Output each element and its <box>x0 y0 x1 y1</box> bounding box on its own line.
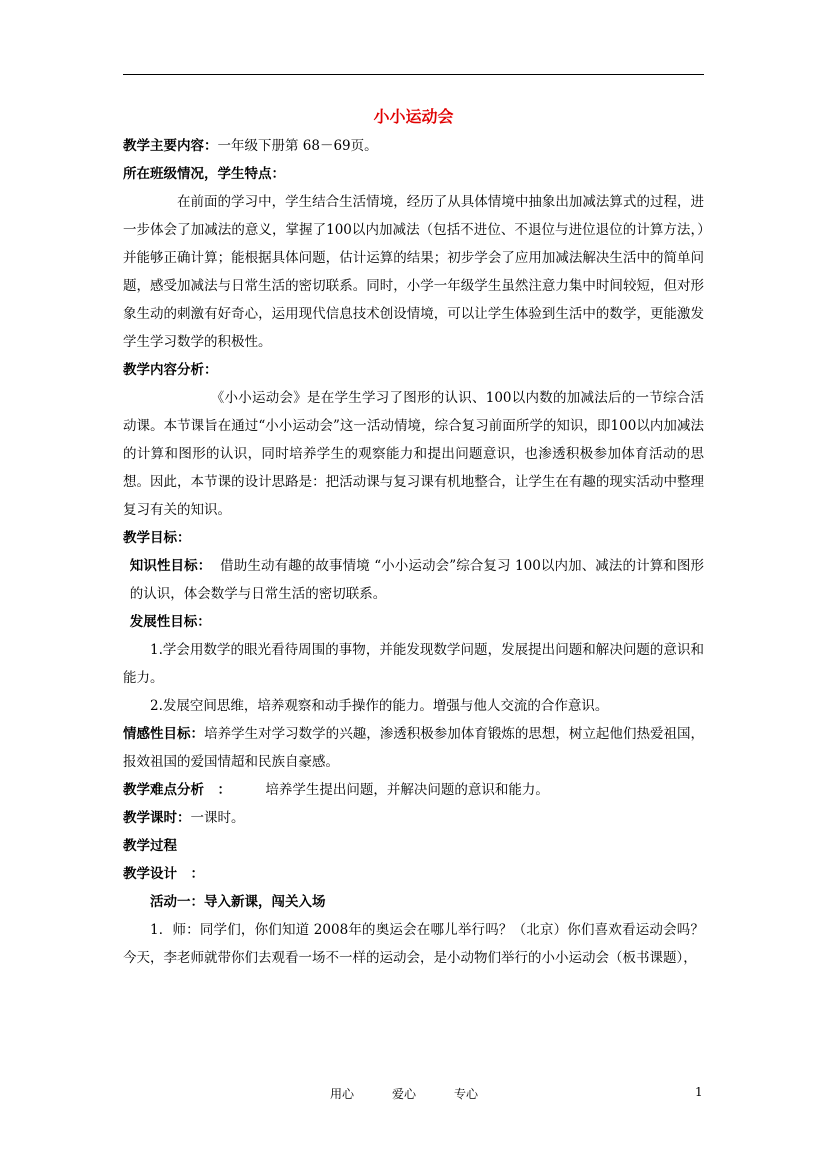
footer-word-1: 用心 <box>330 1087 355 1101</box>
content-analysis-heading: 教学内容分析： <box>123 362 218 378</box>
header-rule <box>123 74 704 75</box>
emotional-goal-paragraph <box>123 720 704 776</box>
page-title: 小小运动会 <box>373 107 454 126</box>
content-analysis-paragraph: 《小小运动会》是在学生学习了图形的认识、100以内数的加减法后的一节综合活动课。本节课旨在通过“小小运动会”这一活动情境，综合复习前面所学的知识，即100以内加减法的计算和图形的认识，同时培养学生的观察能力和提出问题意识，也渗透积极参加体育活动的思想。因此，本节课的设计思路是：把活动课与复习课有机地整合，让学生在有趣的现实活动中整理复习有关的知识。 <box>123 390 704 518</box>
activity-one-paragraph: 1．师：同学们，你们知道 2008年的奥运会在哪儿举行吗？（北京）你们喜欢看运动会吗？今天，李老师就带你们去观看一场不一样的运动会，是小动物们举行的小小运动会（板书课题）， <box>123 922 704 966</box>
lesson-hours-label: 教学课时： <box>123 810 191 826</box>
teaching-design-heading: 教学设计 ： <box>123 866 204 882</box>
footer-word-3: 专心 <box>454 1087 479 1101</box>
difficulty-line <box>123 776 704 804</box>
development-goal-item-2: 2.发展空间思维，培养观察和动手操作的能力。增强与他人交流的合作意识。 <box>150 698 609 714</box>
development-goal-item-1: 1.学会用数学的眼光看待周围的事物，并能发现数学问题，发展提出问题和解决问题的意识和能力。 <box>123 642 704 686</box>
emotional-goal-text: 培养学生对学习数学的兴趣，渗透积极参加体育锻炼的思想，树立起他们热爱祖国，报效祖国的爱国情超和民族自豪感。 <box>123 726 705 770</box>
knowledge-goal-paragraph <box>123 552 704 608</box>
difficulty-text: 培养学生提出问题，并解决问题的意识和能力。 <box>265 782 549 798</box>
main-content-line <box>123 132 704 160</box>
footer-word-2: 爱心 <box>392 1087 417 1101</box>
main-content-label: 教学主要内容： <box>123 138 218 154</box>
footer-motto <box>330 1085 516 1102</box>
teaching-goals-heading: 教学目标： <box>123 530 191 546</box>
knowledge-goal-text: 借助生动有趣的故事情境 “小小运动会”综合复习 100以内加、减法的计算和图形的认识，体会数学与日常生活的密切联系。 <box>129 558 705 602</box>
document-body <box>123 104 704 972</box>
difficulty-label: 教学难点分析 ： <box>123 782 231 798</box>
activity-one-heading: 活动一：导入新课，闯关入场 <box>150 894 326 910</box>
lesson-hours-line <box>123 804 704 832</box>
main-content-text: 一年级下册第 68－69页。 <box>217 138 378 154</box>
knowledge-goal-label: 知识性目标： <box>129 558 212 574</box>
development-goal-heading: 发展性目标： <box>129 614 211 630</box>
emotional-goal-label: 情感性目标： <box>123 726 205 742</box>
teaching-process-heading: 教学过程 <box>123 838 177 854</box>
page-number: 1 <box>695 1085 703 1099</box>
lesson-hours-text: 一课时。 <box>190 810 245 826</box>
class-situation-paragraph: 在前面的学习中，学生结合生活情境，经历了从具体情境中抽象出加减法算式的过程，进一步体会了加减法的意义，掌握了100以内加减法（包括不进位、不退位与进位退位的计算方法，）并能够正确计算；能根据具体问题，估计运算的结果；初步学会了应用加减法解决生活中的简单问题，感受加减法与日常生活的密切联系。同时，小学一年级学生虽然注意力集中时间较短，但对形象生动的刺激有好奇心，运用现代信息技术创设情境，可以让学生体验到生活中的数学，更能激发学生学习数学的积极性。 <box>123 194 704 350</box>
class-situation-heading: 所在班级情况，学生特点： <box>123 166 285 182</box>
